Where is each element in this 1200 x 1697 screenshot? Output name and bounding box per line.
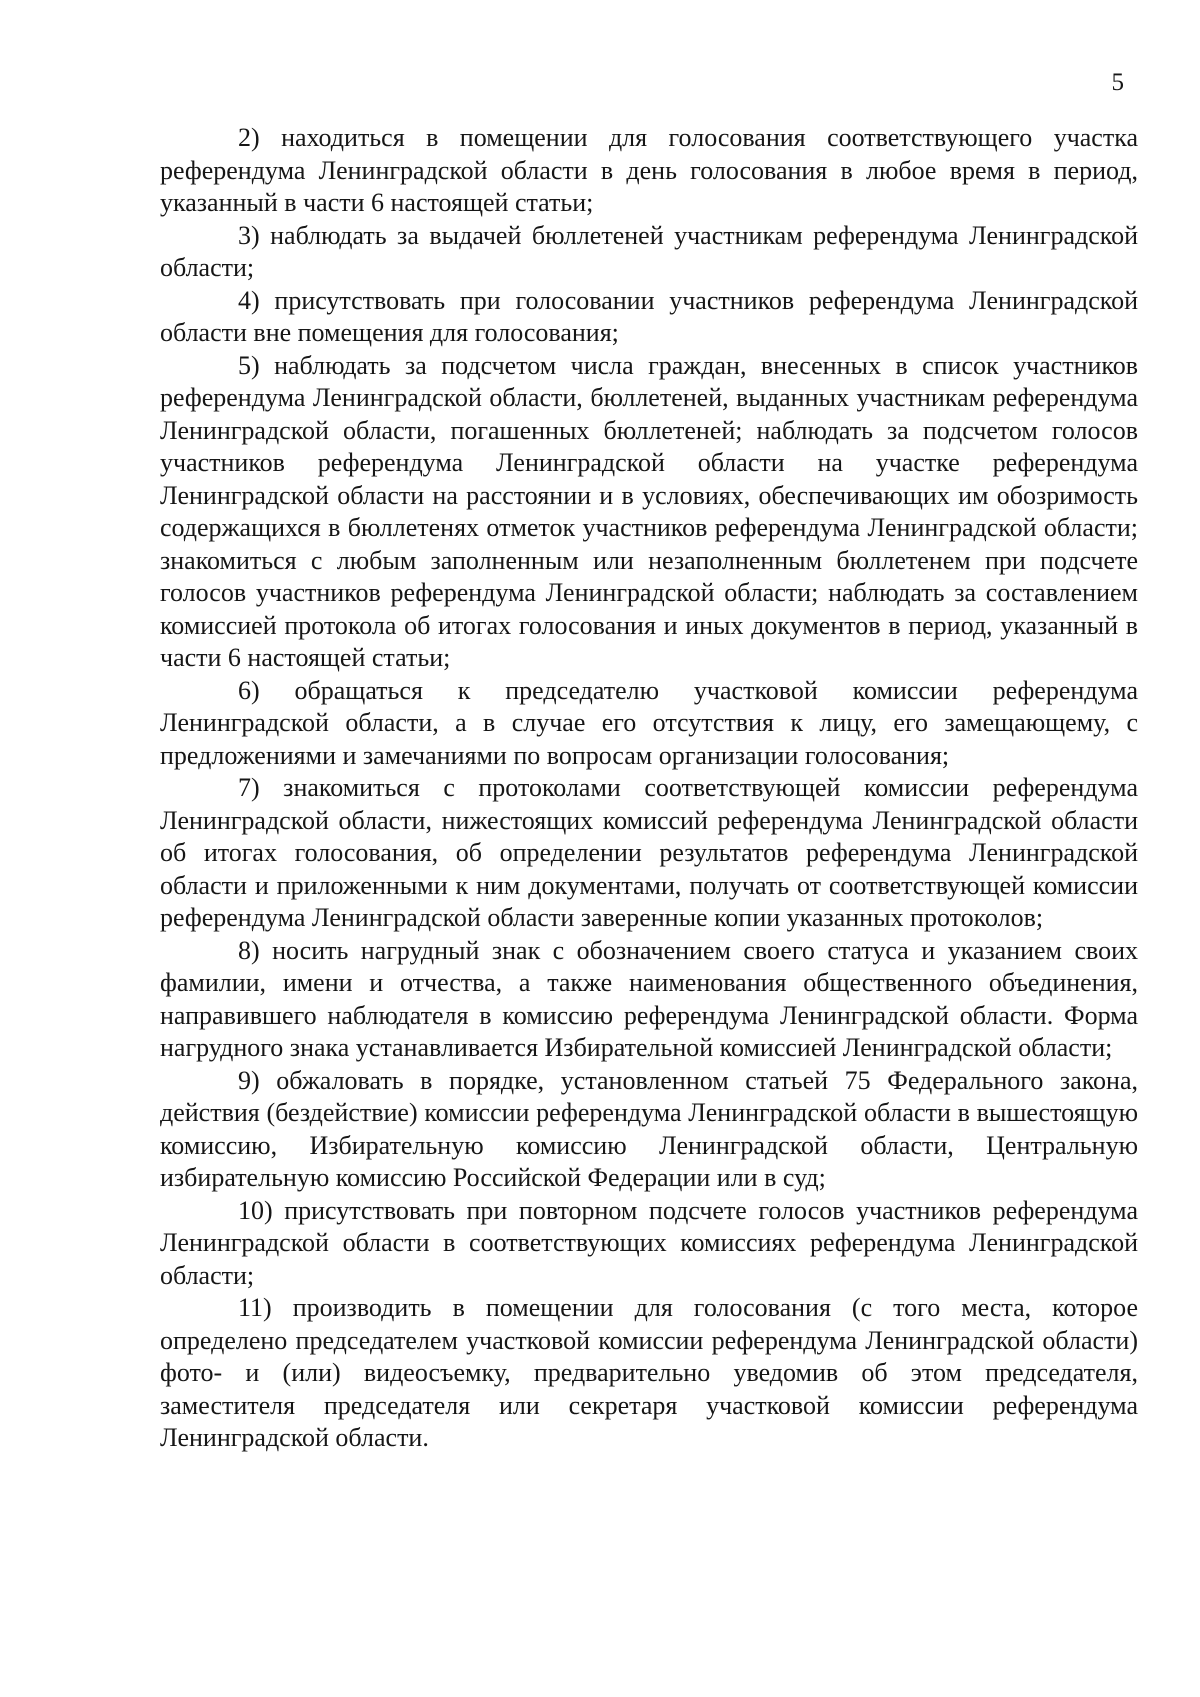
document-body xyxy=(160,122,1138,1455)
list-item-5: 5) наблюдать за подсчетом числа граждан, внесенных в список участников референдума Ленинградской области, бюллетеней, выданных участникам референдума Ленинградской области, погашенных бюллетеней; наблюдать за подсчетом голосов участников референдума Ленинградской области на участке референдума Ленинградской области на расстоянии и в условиях, обеспечивающих им обозримость содержащихся в бюллетенях отметок участников референдума Ленинградской области; знакомиться с любым заполненным или незаполненным бюллетенем при подсчете голосов участников референдума Ленинградской области; наблюдать за составлением комиссией протокола об итогах голосования и иных документов в период, указанный в части 6 настоящей статьи; xyxy=(160,350,1138,672)
list-item-3: 3) наблюдать за выдачей бюллетеней участникам референдума Ленинградской области; xyxy=(160,220,1138,282)
list-item-4: 4) присутствовать при голосовании участников референдума Ленинградской области вне помещения для голосования; xyxy=(160,285,1138,347)
list-item-10: 10) присутствовать при повторном подсчете голосов участников референдума Ленинградской области в соответствующих комиссиях референдума Ленинградской области; xyxy=(160,1195,1138,1290)
list-item-8: 8) носить нагрудный знак с обозначением своего статуса и указанием своих фамилии, имени и отчества, а также наименования общественного объединения, направившего наблюдателя в комиссию референдума Ленинградской области. Форма нагрудного знака устанавливается Избирательной комиссией Ленинградской области; xyxy=(160,935,1138,1062)
list-item-7: 7) знакомиться с протоколами соответствующей комиссии референдума Ленинградской области, нижестоящих комиссий референдума Ленинградской области об итогах голосования, об определении результатов референдума Ленинградской области и приложенными к ним документами, получать от соответствующей комиссии референдума Ленинградской области заверенные копии указанных протоколов; xyxy=(160,773,1138,932)
list-item-6: 6) обращаться к председателю участковой комиссии референдума Ленинградской области, а в случае его отсутствия к лицу, его замещающему, с предложениями и замечаниями по вопросам организации голосования; xyxy=(160,675,1138,770)
list-item-9: 9) обжаловать в порядке, установленном статьей 75 Федерального закона, действия (бездействие) комиссии референдума Ленинградской области в вышестоящую комиссию, Избирательную комиссию Ленинградской области, Центральную избирательную комиссию Российской Федерации или в суд; xyxy=(160,1065,1138,1192)
page-number: 5 xyxy=(1111,69,1124,96)
list-item-2: 2) находиться в помещении для голосования соответствующего участка референдума Ленинградской области в день голосования в любое время в период, указанный в части 6 настоящей статьи; xyxy=(160,123,1138,217)
list-item-11: 11) производить в помещении для голосования (с того места, которое определено председателем участковой комиссии референдума Ленинградской области) фото- и (или) видеосъемку, предварительно уведомив об этом председателя, заместителя председателя или секретаря участковой комиссии референдума Ленинградской области. xyxy=(160,1293,1138,1452)
